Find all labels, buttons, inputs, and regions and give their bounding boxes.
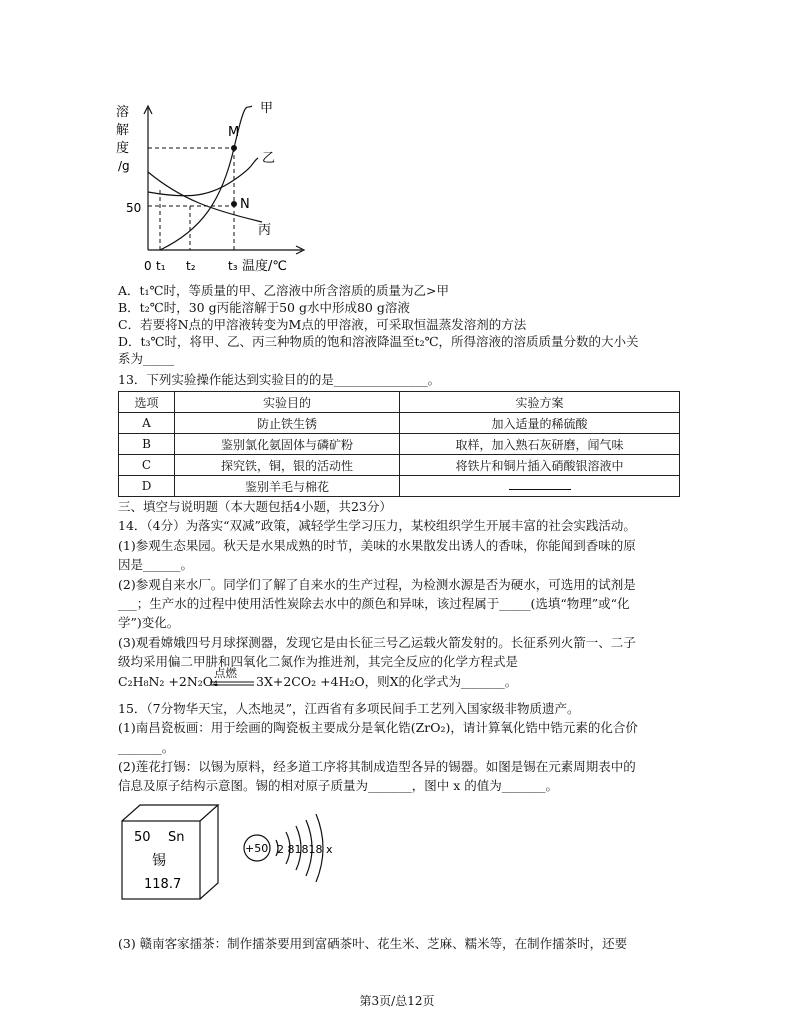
element-cell-cube [120, 803, 220, 903]
q13-stem: 13．下列实验操作能达到实验目的的是_______________。 [118, 372, 441, 387]
table-header: 实验方案 [400, 392, 680, 413]
ylabel-3: 度 [116, 141, 130, 156]
q14-stem: 14．（4分）为落实“双减”政策，减轻学生学习压力，某校组织学生开展丰富的社会实践活动。 [118, 518, 636, 533]
table-cell: B [119, 434, 175, 455]
q15-part2: (2)莲花打锡：以锡为原料，经多道工序将其制成造型各异的锡器。如图是锡在元素周期表中的 [118, 759, 636, 774]
label-bing: 丙 [258, 223, 272, 238]
element-symbol: Sn [168, 830, 185, 845]
q14-part2: (2)参观自来水厂。同学们了解了自来水的生产过程，为检测水源是否为硬水，可选用的试剂是 [118, 577, 636, 592]
point-m [231, 145, 237, 151]
table-header-row [119, 392, 680, 413]
q12-option-d: D．t₃℃时，将甲、乙、丙三种物质的饱和溶液降温至t₂℃，所得溶液的溶质质量分数的大小关 [118, 334, 639, 349]
answer-blank [509, 479, 571, 490]
table-header: 选项 [119, 392, 175, 413]
electron-shells: 2 81818 [277, 843, 323, 856]
label-n: N [240, 197, 250, 212]
solubility-graph [112, 100, 312, 278]
table-cell: 取样，加入熟石灰研磨，闻气味 [400, 434, 680, 455]
label-jia: 甲 [260, 101, 274, 116]
ylabel-1: 溶 [116, 105, 130, 120]
table-cell-blank [400, 476, 680, 497]
table-row [119, 434, 680, 455]
t2-label: t₂ [186, 259, 196, 273]
q12-option-a: A．t₁℃时，等质量的甲、乙溶液中所含溶质的质量为乙>甲 [118, 283, 450, 298]
page-footer: 第3页/总12页 [359, 994, 435, 1008]
q15-part3: (3) 赣南客家擂茶：制作擂茶要用到富硒茶叶、花生米、芝麻、糯米等，在制作擂茶时，还要 [118, 936, 628, 951]
q14-part3: (3)观看嫦娥四号月球探测器，发现它是由长征三号乙运载火箭发射的。长征系列火箭一、二子 [118, 635, 636, 650]
q12-option-b: B．t₂℃时，30 g丙能溶解于50 g水中形成80 g溶液 [118, 300, 410, 315]
q14-part1: (1)参观生态果园。秋天是水果成熟的时节，美味的水果散发出诱人的香味，你能闻到香味的原 [118, 538, 636, 553]
t3-label: t₃ [228, 259, 238, 273]
element-mass: 118.7 [144, 877, 182, 892]
origin-label: 0 [144, 259, 152, 273]
x-axis-label: 温度/℃ [242, 259, 287, 274]
label-m: M [228, 125, 240, 140]
table-cell: A [119, 413, 175, 434]
q12-option-d-cont: 系为_____ [118, 351, 175, 366]
y-tick-50: 50 [126, 201, 142, 215]
q14-part2-cont2: 学”)变化。 [118, 615, 180, 630]
section-heading: 三、填空与说明题（本大题包括4小题，共23分） [118, 499, 392, 514]
table-cell: D [119, 476, 175, 497]
q15-stem: 15．（7分物华天宝，人杰地灵”，江西省有多项民间手工艺列入国家级非物质遗产。 [118, 701, 580, 716]
ylabel-2: 解 [116, 123, 130, 138]
table-cell: 将铁片和铜片插入硝酸银溶液中 [400, 455, 680, 476]
shell-x: x [326, 843, 333, 856]
equation-right: 3X+2CO₂ +4H₂O，则X的化学式为_______。 [256, 674, 518, 689]
q14-part2-cont: ___；生产水的过程中使用活性炭除去水中的颜色和异味，该过程属于_____(选填“物理”或“化 [118, 596, 630, 611]
q13-table [118, 391, 680, 497]
table-cell: 探究铁，铜，银的活动性 [175, 455, 400, 476]
q14-part3-cont: 级均采用偏二甲肼和四氧化二氮作为推进剂，其完全反应的化学方程式是 [118, 654, 519, 669]
table-header: 实验目的 [175, 392, 400, 413]
table-row [119, 413, 680, 434]
table-cell: 加入适量的稀硫酸 [400, 413, 680, 434]
table-cell: 鉴别羊毛与棉花 [175, 476, 400, 497]
q15-part2-cont: 信息及原子结构示意图。锡的相对原子质量为_______，图中 x 的值为_______。 [118, 778, 558, 793]
label-yi: 乙 [262, 151, 276, 166]
table-cell: 鉴别氯化氨固体与磷矿粉 [175, 434, 400, 455]
atom-structure-diagram [240, 810, 350, 886]
table-row [119, 476, 680, 497]
q14-part1-cont: 因是______。 [118, 557, 194, 572]
table-row [119, 455, 680, 476]
equation-left: C₂H₈N₂ +2N₂O₄ [118, 674, 219, 689]
curve-yi [148, 158, 258, 196]
ylabel-4: /g [118, 159, 130, 173]
equation-condition: 点燃 [214, 666, 237, 680]
t1-label: t₁ [156, 259, 166, 273]
q15-part1-cont: _______。 [118, 740, 175, 755]
q12-option-c: C．若要将N点的甲溶液转变为M点的甲溶液，可采取恒温蒸发溶剂的方法 [118, 317, 527, 332]
table-cell: C [119, 455, 175, 476]
element-name: 锡 [152, 853, 166, 869]
element-number: 50 [134, 830, 151, 845]
nucleus-charge: +50 [245, 842, 269, 855]
point-n [231, 201, 237, 207]
table-cell: 防止铁生锈 [175, 413, 400, 434]
q15-part1: (1)南昌瓷板画：用于绘画的陶瓷板主要成分是氧化锆(ZrO₂)，请计算氧化锆中锆元素的化合价 [118, 720, 638, 735]
